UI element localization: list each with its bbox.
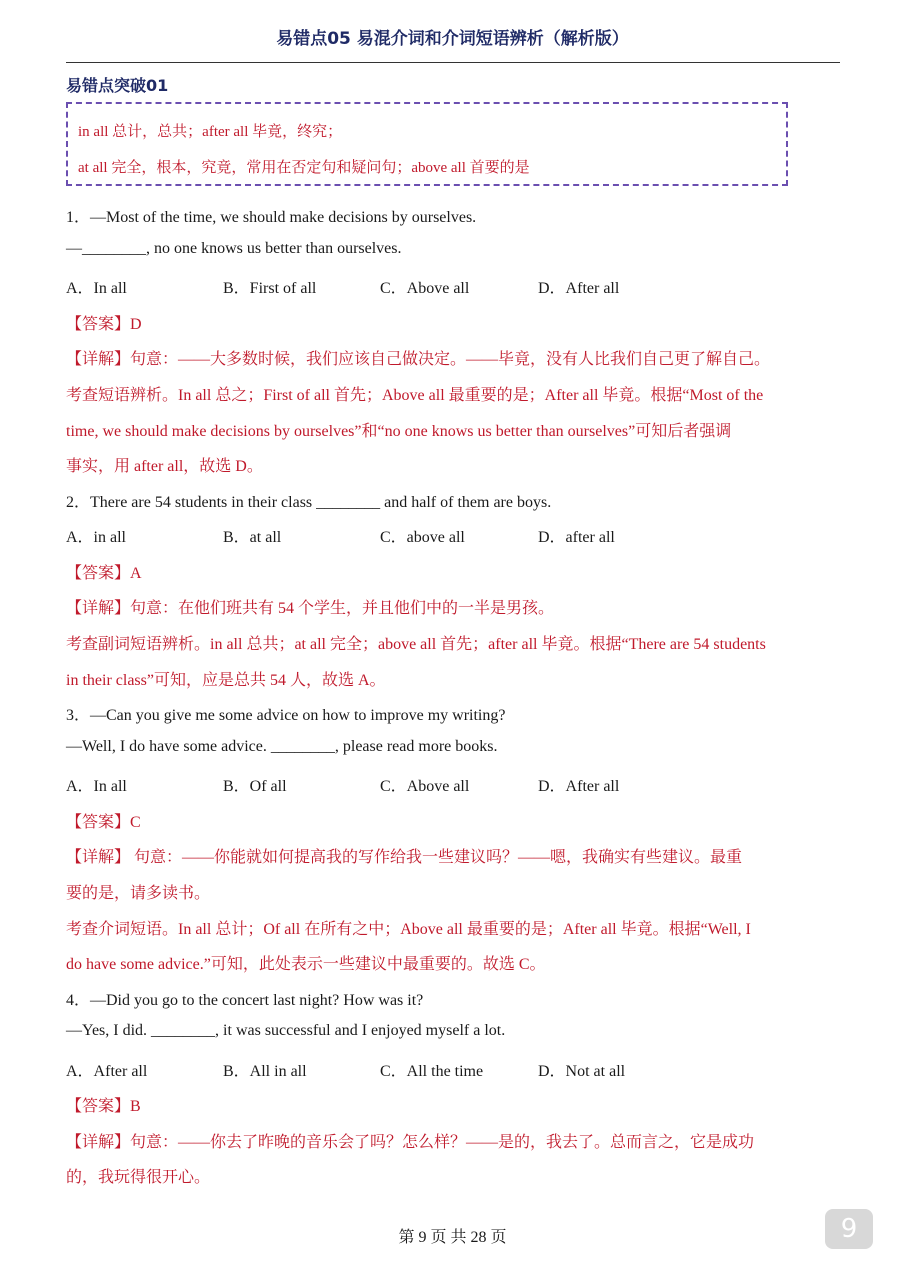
q1-explanation-4: 事实，用 after all，故选 D。 bbox=[66, 458, 263, 475]
q3-option-b: B．Of all bbox=[223, 778, 287, 795]
q3-stem-2: —Well, I do have some advice. ________, please read more books. bbox=[66, 738, 498, 755]
q3-explanation-1: 【详解】 句意：——你能就如何提高我的写作给我一些建议吗？——嗯，我确实有些建议。最重 bbox=[66, 849, 743, 866]
q4-explanation-1: 【详解】句意：——你去了昨晚的音乐会了吗？怎么样？——是的，我去了。总而言之，它是成功 bbox=[66, 1134, 755, 1151]
q1-answer: 【答案】D bbox=[66, 316, 142, 333]
q3-option-a: A．In all bbox=[66, 778, 127, 795]
q1-explanation-1: 【详解】句意：——大多数时候，我们应该自己做决定。——毕竟，没有人比我们自己更了解自己。 bbox=[66, 351, 771, 368]
q4-option-d: D．Not at all bbox=[538, 1063, 626, 1080]
q1-stem-1: 1．—Most of the time, we should make decisions by ourselves. bbox=[66, 209, 477, 226]
q1-option-a: A．In all bbox=[66, 280, 127, 297]
page-header: 易错点05 易混介词和介词短语辨析（解析版） bbox=[276, 29, 629, 49]
summary-line-2: at all 完全，根本，究竟，常用在否定句和疑问句；above all 首要的是 bbox=[78, 160, 530, 176]
q1-explanation-2: 考查短语辨析。In all 总之；First of all 首先；Above all 最重要的是；After all 毕竟。根据“Most of the bbox=[66, 387, 764, 404]
q3-explanation-2: 要的是，请多读书。 bbox=[66, 885, 211, 902]
summary-line-1: in all 总计，总共；after all 毕竟，终究； bbox=[78, 124, 343, 140]
q4-stem-2: —Yes, I did. ________, it was successful and I enjoyed myself a lot. bbox=[66, 1022, 506, 1039]
q4-answer: 【答案】B bbox=[66, 1098, 141, 1115]
q2-explanation-2: 考查副词短语辨析。in all 总共；at all 完全；above all 首先；after all 毕竟。根据“There are 54 students bbox=[66, 636, 766, 653]
q3-option-c: C．Above all bbox=[380, 778, 470, 795]
q4-option-c: C．All the time bbox=[380, 1063, 484, 1080]
q3-option-d: D．After all bbox=[538, 778, 620, 795]
q2-option-b: B．at all bbox=[223, 529, 282, 546]
q3-stem-1: 3．—Can you give me some advice on how to improve my writing? bbox=[66, 707, 506, 724]
q2-option-d: D．after all bbox=[538, 529, 615, 546]
q1-option-b: B．First of all bbox=[223, 280, 317, 297]
q1-option-d: D．After all bbox=[538, 280, 620, 297]
q1-explanation-3: time, we should make decisions by ourselves”和“no one knows us better than ourselves”可知后者强调 bbox=[66, 423, 732, 440]
page-footer: 第 9 页 共 28 页 bbox=[398, 1229, 507, 1246]
page-number-badge: 9 bbox=[825, 1209, 873, 1249]
summary-box bbox=[66, 102, 788, 186]
q2-answer: 【答案】A bbox=[66, 565, 142, 582]
q3-answer: 【答案】C bbox=[66, 814, 141, 831]
q3-explanation-4: do have some advice.”可知，此处表示一些建议中最重要的。故选 C。 bbox=[66, 956, 546, 973]
header-rule bbox=[66, 62, 840, 63]
q4-explanation-2: 的，我玩得很开心。 bbox=[66, 1169, 211, 1186]
q2-explanation-3: in their class”可知，应是总共 54 人，故选 A。 bbox=[66, 672, 386, 689]
q1-stem-2: —________, no one knows us better than ourselves. bbox=[66, 240, 402, 257]
section-title: 易错点突破01 bbox=[66, 76, 169, 95]
q2-stem-1: 2．There are 54 students in their class ________ and half of them are boys. bbox=[66, 494, 552, 511]
q2-explanation-1: 【详解】句意：在他们班共有 54 个学生，并且他们中的一半是男孩。 bbox=[66, 600, 555, 617]
q3-explanation-3: 考查介词短语。In all 总计；Of all 在所有之中；Above all 最重要的是；After all 毕竟。根据“Well, I bbox=[66, 921, 751, 938]
q1-option-c: C．Above all bbox=[380, 280, 470, 297]
q4-stem-1: 4．—Did you go to the concert last night? How was it? bbox=[66, 992, 424, 1009]
q2-option-c: C．above all bbox=[380, 529, 465, 546]
q4-option-b: B．All in all bbox=[223, 1063, 307, 1080]
q4-option-a: A．After all bbox=[66, 1063, 148, 1080]
q2-option-a: A．in all bbox=[66, 529, 126, 546]
